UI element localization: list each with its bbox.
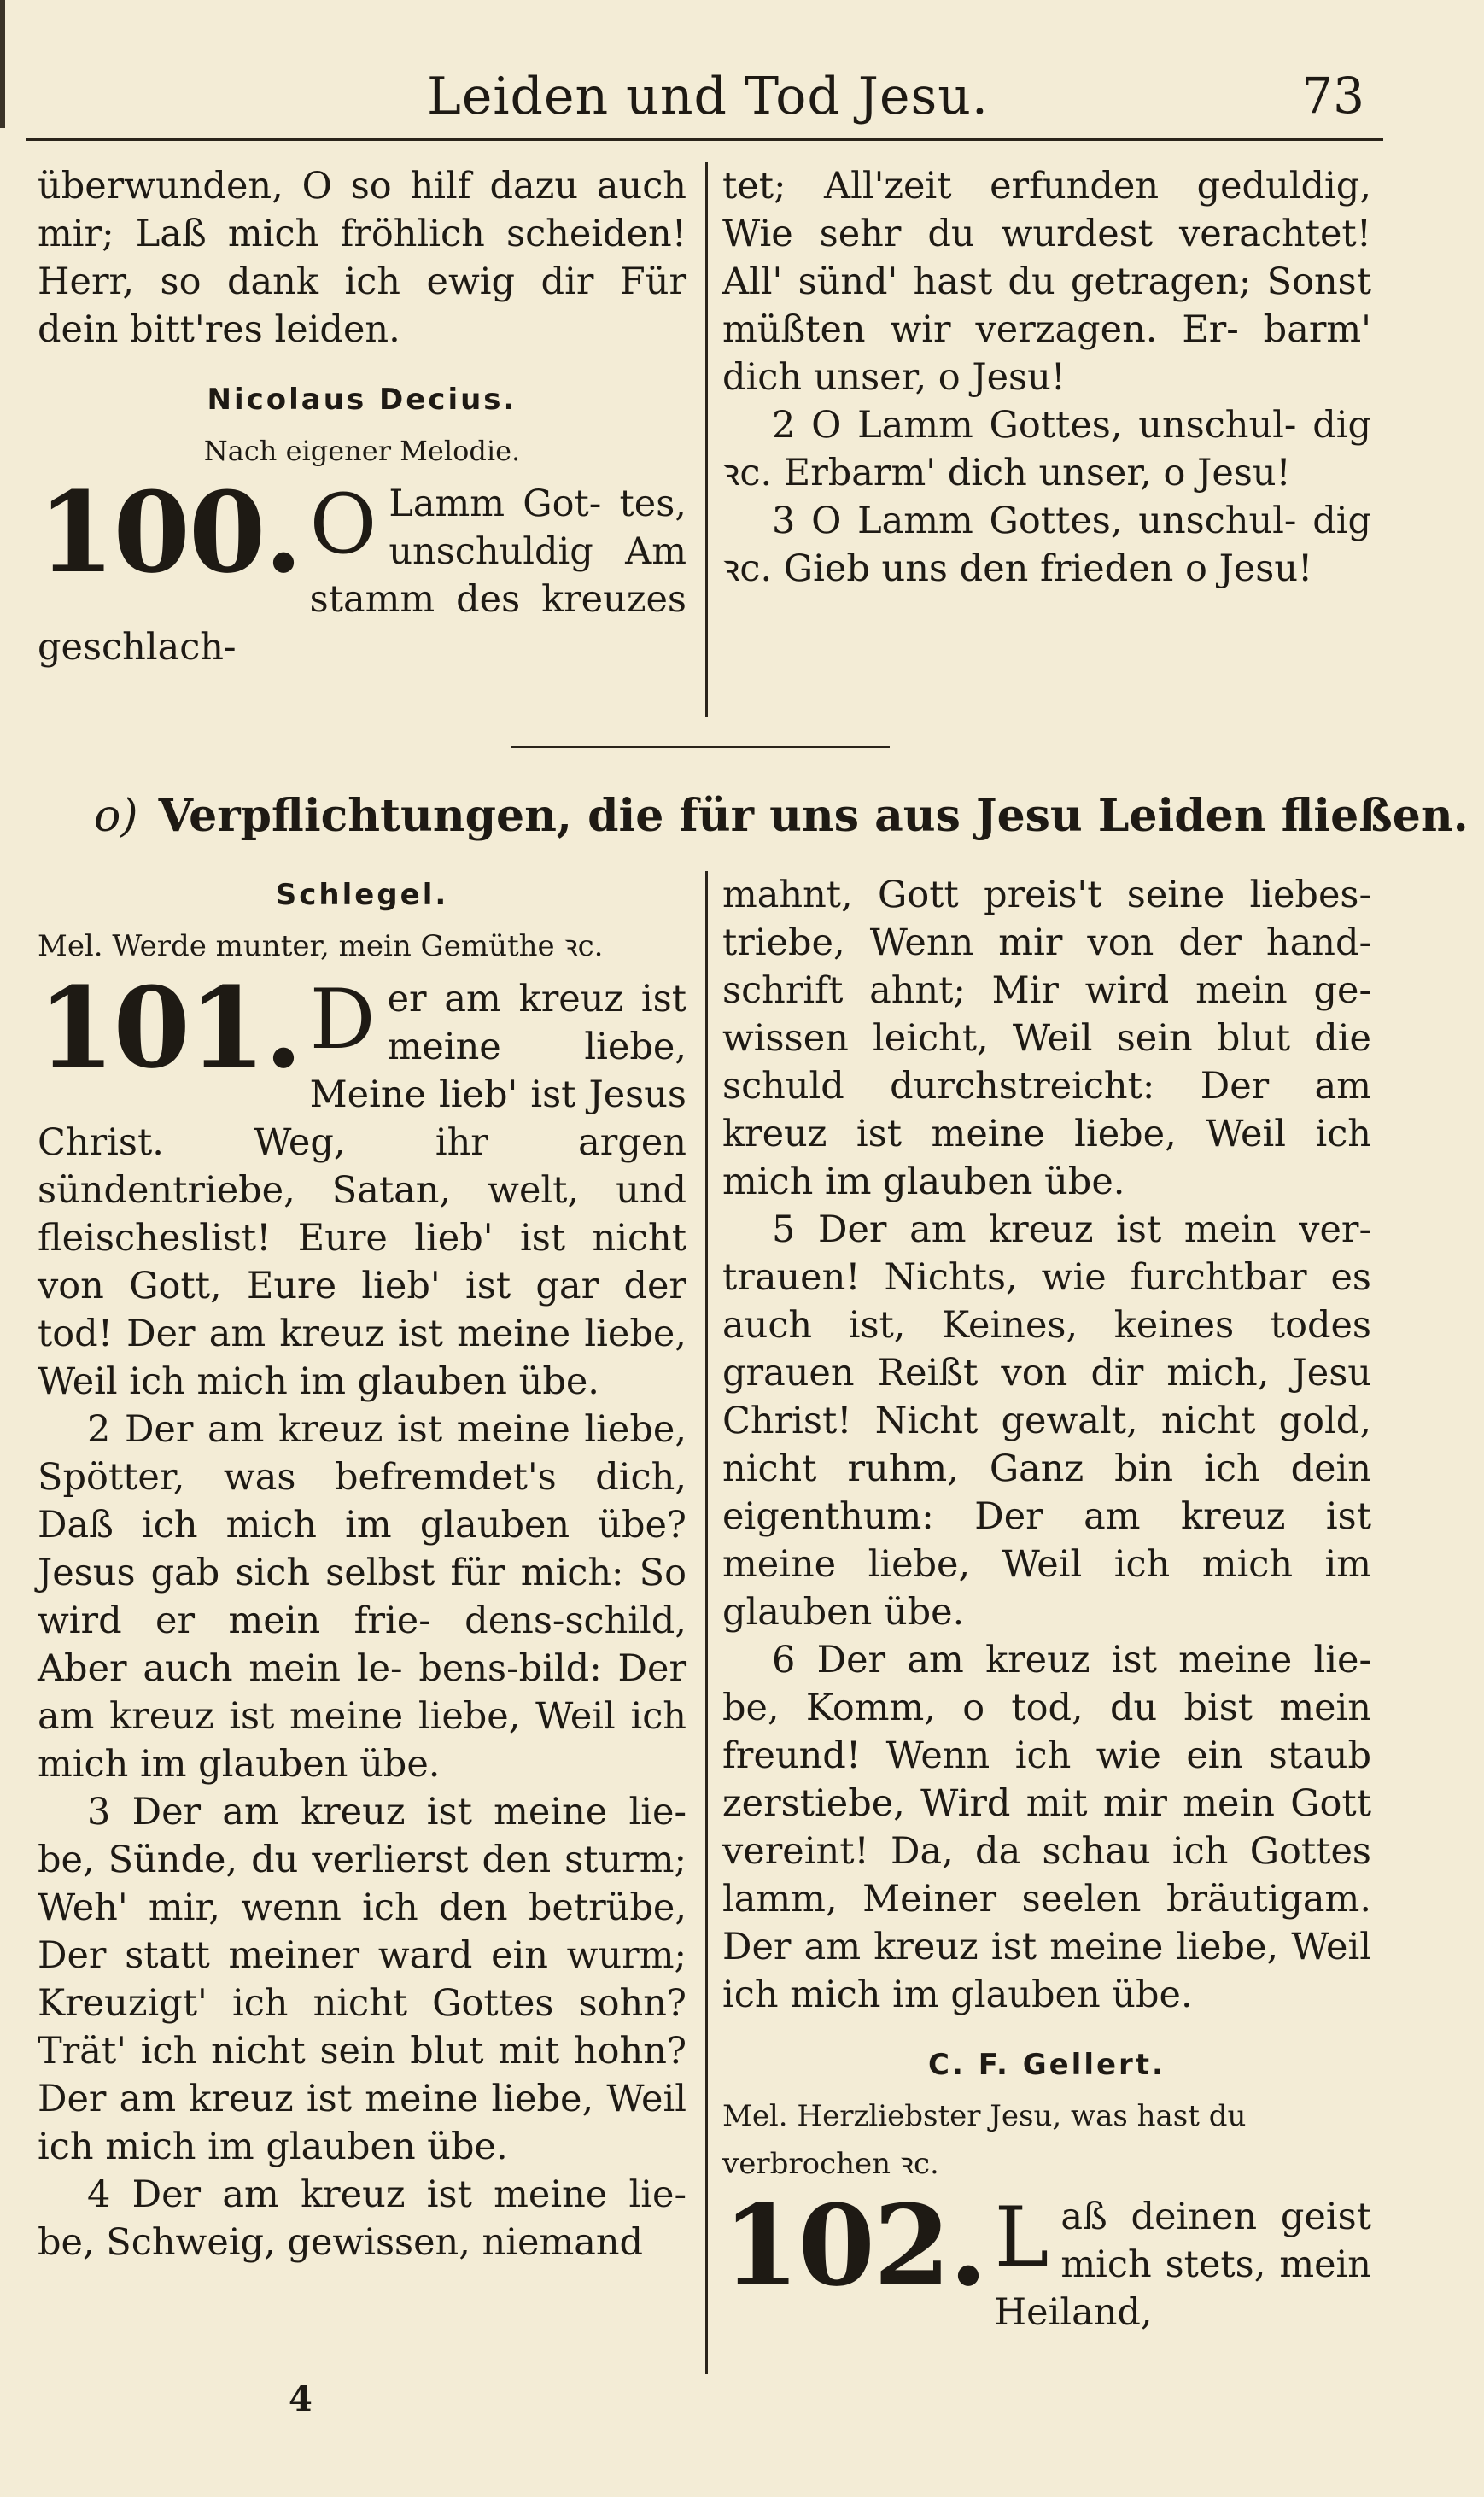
section-rule — [511, 746, 890, 748]
signature-mark: 4 — [289, 2379, 313, 2419]
verse-6: 6 Der am kreuz ist meine lie- be, Komm, o tod, du bist mein freund! Wenn ich wie ein staub zerstiebe, Wird mit mir mein Gott vereint! Da, da schau ich Gottes lamm, Meiner seelen bräutigam. Der am kreuz ist meine liebe, Weil ich mich im glauben übe. — [722, 1639, 1371, 2016]
column-bottom-left — [38, 871, 686, 2266]
running-title: Leiden und Tod Jesu. — [427, 67, 989, 126]
hymn-number: 101. — [38, 962, 301, 1093]
verse-continuation: tet; All'zeit erfunden geduldig, Wie sehr du wurdest verachtet! All' sünd' hast du getragen; Sonst müßten wir verzagen. Er- barm' dich unser, o Jesu! — [722, 165, 1371, 399]
hymn-melody: Nach eigener Melodie. — [203, 435, 521, 467]
initial-letter: O — [309, 477, 377, 572]
hymn-author: Schlegel. — [275, 878, 449, 912]
hymn-author: C. F. Gellert. — [928, 2048, 1166, 2082]
verse-2: 2 Der am kreuz ist meine liebe, Spötter, was befremdet's dich, Daß ich mich im glauben übe? Jesus gab sich selbst für mich: So wird er mein frie- dens-schild, Aber auch mein le- bens-bild: Der am kreuz ist meine liebe, Weil ich mich im glauben übe. — [38, 1408, 686, 1786]
verse-text: Lamm Got- tes, unschuldig Am stamm des kreuzes geschlach- — [38, 482, 686, 669]
verse-continuation: überwunden, O so hilf dazu auch mir; Laß mich fröhlich scheiden! Herr, so dank ich ewig dir Für dein bitt'res leiden. — [38, 165, 686, 351]
page-header — [0, 67, 1484, 135]
verse-5: 5 Der am kreuz ist mein ver- trauen! Nichts, wie furchtbar es auch ist, Keines, keines todes grauen Reißt von dir mich, Jesu Christ! Nicht gewalt, nicht gold, nicht ruhm, Ganz bin ich dein eigenthum: Der am kreuz ist meine liebe, Weil ich mich im glauben übe. — [722, 1208, 1371, 1634]
section-title: Verpflichtungen, die für uns aus Jesu Leiden fließen. — [158, 790, 1469, 842]
verse-continuation: mahnt, Gott preis't seine liebes- triebe, Wenn mir von der hand- schrift ahnt; Mir wird mein ge- wissen leicht, Weil sein blut die schuld durchstreicht: Der am kreuz ist meine liebe, Weil ich mich im glauben übe. — [722, 874, 1371, 1203]
initial-letter: D — [309, 972, 376, 1067]
page-number: 73 — [1301, 67, 1364, 125]
verse-1: er am kreuz ist meine liebe, Meine lieb' ist Jesus Christ. Weg, ihr argen sündentriebe, Satan, welt, und fleischeslist! Eure lieb' ist nicht von Gott, Eure lieb' ist gar der tod! Der am kreuz ist meine liebe, Weil ich mich im glauben übe. — [38, 978, 686, 1403]
column-top-right — [722, 162, 1371, 593]
verse-3: 3 Der am kreuz ist meine lie- be, Sünde, du verlierst den sturm; Weh' mir, wenn ich den betrübe, Der statt meiner ward ein wurm; Kreuzigt' ich nicht Gottes sohn? Trät' ich nicht sein blut mit hohn? Der am kreuz ist meine liebe, Weil ich mich im glauben übe. — [38, 1791, 686, 2168]
hymn-number: 102. — [722, 2180, 986, 2311]
column-divider-bottom — [705, 871, 708, 2374]
initial-letter: L — [994, 2190, 1049, 2285]
hymn-101 — [38, 962, 686, 1406]
verse-4: 4 Der am kreuz ist meine lie- be, Schweig, gewissen, niemand — [38, 2173, 686, 2264]
section-label: o) — [94, 791, 138, 842]
verse-3: 3 O Lamm Gottes, unschul- dig ꝛc. Gieb uns den frieden o Jesu! — [722, 500, 1371, 590]
hymn-number: 100. — [38, 467, 301, 598]
column-top-left — [38, 162, 686, 671]
hymn-100 — [38, 467, 686, 671]
hymn-102 — [722, 2180, 1371, 2336]
hymn-melody: Mel. Werde munter, mein Gemüthe ꝛc. — [38, 929, 604, 963]
section-heading — [94, 790, 1469, 842]
column-bottom-right — [722, 871, 1371, 2336]
verse-1: aß deinen geist mich stets, mein Heiland, — [994, 2196, 1371, 2334]
column-divider-top — [705, 162, 708, 717]
header-rule — [26, 138, 1383, 141]
hymn-author: Nicolaus Decius. — [207, 383, 517, 417]
hymn-melody: Mel. Herzliebster Jesu, was hast du verbrochen ꝛc. — [722, 2099, 1247, 2181]
verse-2: 2 O Lamm Gottes, unschul- dig ꝛc. Erbarm' dich unser, o Jesu! — [722, 404, 1371, 494]
